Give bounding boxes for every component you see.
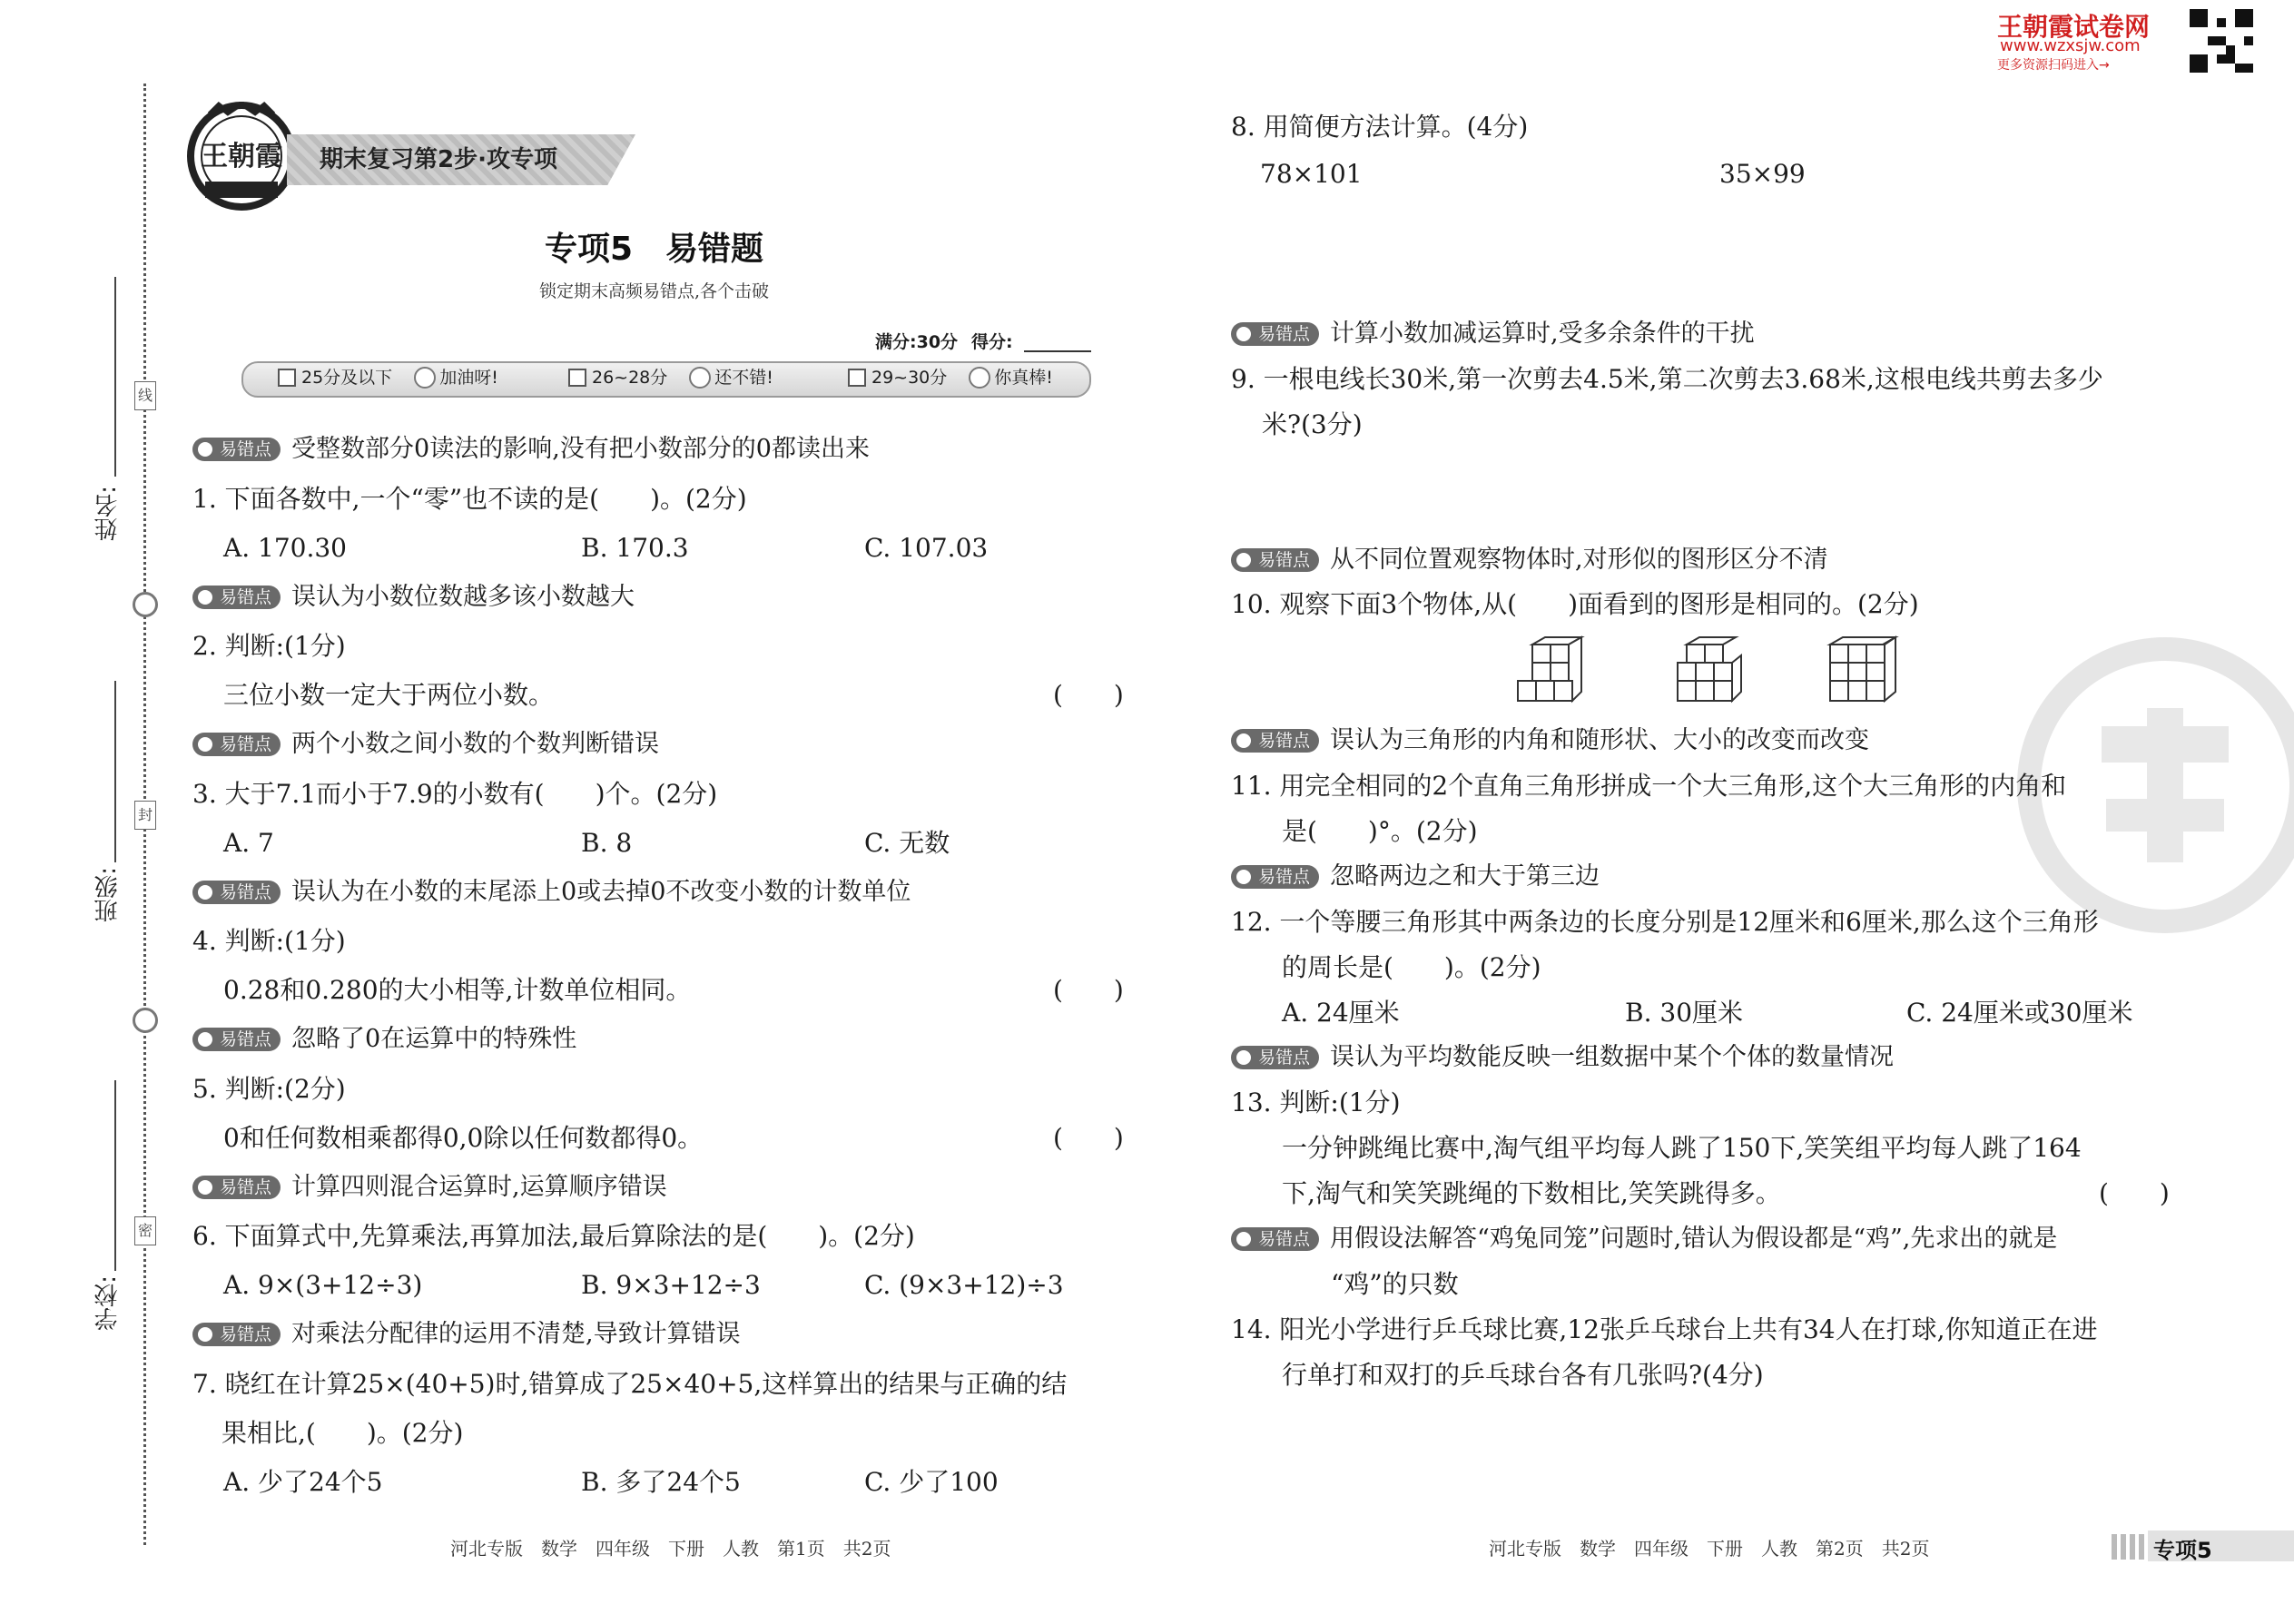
question-4: 4. 判断:(1分) bbox=[192, 926, 346, 956]
score-level-3[interactable] bbox=[848, 363, 1053, 392]
cube-figure-3 bbox=[1826, 635, 1899, 708]
question-9-line2: 米?(3分) bbox=[1262, 409, 1363, 439]
q1-option-b[interactable]: B. 170.3 bbox=[581, 533, 689, 563]
q5-answer-paren[interactable]: ( ) bbox=[1053, 1123, 1124, 1153]
footer-right: 河北专版 数学 四年级 下册 人教 第2页 共2页 bbox=[1489, 1538, 1930, 1560]
question-12-line1: 12. 一个等腰三角形其中两条边的长度分别是12厘米和6厘米,那么这个三角形 bbox=[1231, 907, 2099, 937]
question-12-line2: 的周长是( )。(2分) bbox=[1282, 952, 1541, 982]
q12-option-a[interactable]: A. 24厘米 bbox=[1282, 998, 1400, 1028]
name-label: 姓名: bbox=[94, 486, 122, 541]
cube-figure-2 bbox=[1674, 635, 1747, 708]
error-tip-2 bbox=[192, 579, 635, 615]
error-point-badge: 易错点 bbox=[192, 1028, 281, 1051]
error-point-badge: 易错点 bbox=[192, 881, 281, 904]
question-11-line1: 11. 用完全相同的2个直角三角形拼成一个大三角形,这个大三角形的内角和 bbox=[1231, 771, 2067, 801]
checkbox-icon[interactable] bbox=[848, 369, 866, 387]
q7-option-a[interactable]: A. 少了24个5 bbox=[223, 1467, 383, 1497]
q8-expr-1: 78×101 bbox=[1260, 159, 1363, 189]
checkbox-icon[interactable] bbox=[568, 369, 586, 387]
question-7-line1: 7. 晓红在计算25×(40+5)时,错算成了25×40+5,这样算出的结果与正确的结 bbox=[192, 1369, 1068, 1399]
watermark-site-name: 王朝霞试卷网 bbox=[1997, 12, 2151, 42]
q6-option-b[interactable]: B. 9×3+12÷3 bbox=[581, 1270, 761, 1300]
question-14-line1: 14. 阳光小学进行乒乓球比赛,12张乒乓球台上共有34人在打球,你知道正在进 bbox=[1231, 1314, 2098, 1344]
q12-option-c[interactable]: C. 24厘米或30厘米 bbox=[1906, 998, 2133, 1028]
page-title: 专项5 易错题 bbox=[545, 231, 764, 268]
error-tip-9 bbox=[1231, 316, 1755, 352]
question-14-line2: 行单打和双打的乒乓球台各有几张吗?(4分) bbox=[1282, 1360, 1764, 1390]
score-level-comment: 还不错! bbox=[714, 368, 773, 388]
error-tip-text: 两个小数之间小数的个数判断错误 bbox=[291, 730, 660, 758]
q7-option-b[interactable]: B. 多了24个5 bbox=[581, 1467, 741, 1497]
question-10: 10. 观察下面3个物体,从( )面看到的图形是相同的。(2分) bbox=[1231, 589, 1919, 619]
error-point-badge: 易错点 bbox=[1231, 548, 1319, 572]
error-point-badge: 易错点 bbox=[1231, 865, 1319, 889]
score-field[interactable] bbox=[1024, 350, 1091, 352]
score-level-2[interactable] bbox=[568, 363, 773, 392]
q13-line1: 一分钟跳绳比赛中,淘气组平均每人跳了150下,笑笑组平均每人跳了164 bbox=[1282, 1133, 2082, 1163]
score-level-range: 26~28分 bbox=[592, 368, 668, 388]
section-tab-dots bbox=[2112, 1534, 2148, 1560]
smile-icon bbox=[689, 367, 711, 389]
error-point-badge: 易错点 bbox=[192, 438, 281, 461]
smile-icon bbox=[414, 367, 436, 389]
q3-option-c[interactable]: C. 无数 bbox=[864, 828, 950, 858]
score-label: 得分: bbox=[971, 332, 1013, 352]
score-level-1[interactable] bbox=[278, 363, 498, 392]
question-6: 6. 下面算式中,先算乘法,再算加法,最后算除法的是( )。(2分) bbox=[192, 1221, 915, 1251]
question-13: 13. 判断:(1分) bbox=[1231, 1088, 1401, 1117]
question-2: 2. 判断:(1分) bbox=[192, 631, 346, 661]
error-tip-text: 计算四则混合运算时,运算顺序错误 bbox=[291, 1173, 667, 1201]
error-point-badge: 易错点 bbox=[192, 1176, 281, 1199]
score-level-range: 29~30分 bbox=[871, 368, 948, 388]
error-point-badge: 易错点 bbox=[1231, 729, 1319, 753]
error-tip-text: 误认为三角形的内角和随形状、大小的改变而改变 bbox=[1330, 726, 1870, 754]
error-tip-4 bbox=[192, 874, 911, 910]
watermark-url: www.wzxsjw.com bbox=[2000, 36, 2141, 55]
question-9-line1: 9. 一根电线长30米,第一次剪去4.5米,第二次剪去3.68米,这根电线共剪去多少 bbox=[1231, 364, 2103, 394]
error-tip-text: 用假设法解答“鸡兔同笼”问题时,错认为假设都是“鸡”,先求出的就是 bbox=[1330, 1225, 2058, 1253]
footer-left: 河北专版 数学 四年级 下册 人教 第1页 共2页 bbox=[450, 1538, 891, 1560]
watermark-note: 更多资源扫码进入→ bbox=[1997, 58, 2110, 73]
error-point-badge: 易错点 bbox=[1231, 322, 1319, 346]
q8-expr-2: 35×99 bbox=[1719, 159, 1806, 189]
q3-option-a[interactable]: A. 7 bbox=[223, 828, 274, 858]
section-tab-label: 专项5 bbox=[2153, 1538, 2212, 1563]
error-tip-7 bbox=[192, 1316, 741, 1353]
school-label: 学校: bbox=[94, 1275, 122, 1331]
error-point-badge: 易错点 bbox=[1231, 1227, 1319, 1251]
full-score-label: 满分:30分 bbox=[875, 332, 959, 352]
error-tip-10 bbox=[1231, 542, 1828, 578]
error-point-badge: 易错点 bbox=[192, 586, 281, 609]
gear-icon bbox=[133, 592, 158, 617]
q13-line2: 下,淘气和笑笑跳绳的下数相比,笑笑跳得多。 bbox=[1282, 1178, 1781, 1208]
q5-statement: 0和任何数相乘都得0,0除以任何数都得0。 bbox=[223, 1123, 704, 1153]
class-underline[interactable] bbox=[114, 681, 116, 862]
error-tip-1 bbox=[192, 431, 870, 468]
q3-option-b[interactable]: B. 8 bbox=[581, 828, 633, 858]
error-tip-text: 忽略了0在运算中的特殊性 bbox=[291, 1025, 577, 1053]
q6-option-a[interactable]: A. 9×(3+12÷3) bbox=[223, 1270, 423, 1300]
brand-logo bbox=[187, 102, 296, 211]
seal-char-seal: 封 bbox=[134, 801, 156, 830]
error-tip-13 bbox=[1231, 1039, 1894, 1076]
question-8: 8. 用简便方法计算。(4分) bbox=[1231, 112, 1529, 142]
q13-answer-paren[interactable]: ( ) bbox=[2099, 1178, 2170, 1208]
q6-option-c[interactable]: C. (9×3+12)÷3 bbox=[864, 1270, 1064, 1300]
name-underline[interactable] bbox=[114, 277, 116, 477]
smile-icon bbox=[969, 367, 990, 389]
question-7-line2: 果相比,( )。(2分) bbox=[222, 1418, 464, 1448]
cube-figure-1 bbox=[1514, 635, 1587, 708]
score-level-range: 25分及以下 bbox=[301, 368, 393, 388]
q1-option-a[interactable]: A. 170.30 bbox=[223, 533, 347, 563]
score-level-comment: 你真棒! bbox=[994, 368, 1053, 388]
error-tip-text: 误认为在小数的末尾添上0或去掉0不改变小数的计数单位 bbox=[291, 878, 911, 906]
seal-char-line: 线 bbox=[134, 381, 156, 410]
error-tip-3 bbox=[192, 726, 659, 763]
error-point-badge: 易错点 bbox=[192, 1323, 281, 1346]
error-tip-14-line2: “鸡”的只数 bbox=[1331, 1269, 1459, 1299]
error-point-badge: 易错点 bbox=[1231, 1046, 1319, 1069]
seal-char-dense: 密 bbox=[134, 1216, 156, 1245]
banner-text: 期末复习第2步·攻专项 bbox=[320, 146, 557, 173]
gear-icon bbox=[133, 1008, 158, 1033]
error-tip-text: 对乘法分配律的运用不清楚,导致计算错误 bbox=[291, 1320, 741, 1348]
error-tip-text: 误认为平均数能反映一组数据中某个个体的数量情况 bbox=[1330, 1043, 1895, 1071]
q7-option-c[interactable]: C. 少了100 bbox=[864, 1467, 999, 1497]
error-tip-6 bbox=[192, 1169, 667, 1206]
error-tip-5 bbox=[192, 1021, 576, 1058]
error-tip-text: 计算小数加减运算时,受多余条件的干扰 bbox=[1330, 320, 1755, 348]
question-3: 3. 大于7.1而小于7.9的小数有( )个。(2分) bbox=[192, 779, 718, 809]
error-tip-12 bbox=[1231, 859, 1600, 895]
question-11-line2: 是( )°。(2分) bbox=[1282, 816, 1478, 846]
q4-statement: 0.28和0.280的大小相等,计数单位相同。 bbox=[223, 975, 692, 1005]
page-subtitle: 锁定期末高频易错点,各个击破 bbox=[539, 281, 770, 301]
score-level-comment: 加油呀! bbox=[439, 368, 498, 388]
class-label: 班级: bbox=[94, 867, 122, 922]
question-5: 5. 判断:(2分) bbox=[192, 1074, 346, 1104]
qr-code-icon[interactable] bbox=[2190, 9, 2253, 73]
error-tip-11 bbox=[1231, 723, 1869, 759]
error-tip-14 bbox=[1231, 1221, 2057, 1257]
q2-answer-paren[interactable]: ( ) bbox=[1053, 680, 1124, 710]
q2-statement: 三位小数一定大于两位小数。 bbox=[223, 680, 555, 710]
error-tip-text: 误认为小数位数越多该小数越大 bbox=[291, 583, 635, 611]
q4-answer-paren[interactable]: ( ) bbox=[1053, 975, 1124, 1005]
error-tip-text: 从不同位置观察物体时,对形似的图形区分不清 bbox=[1330, 546, 1828, 574]
q12-option-b[interactable]: B. 30厘米 bbox=[1625, 998, 1744, 1028]
school-underline[interactable] bbox=[114, 1080, 116, 1271]
error-tip-text: 忽略两边之和大于第三边 bbox=[1330, 862, 1600, 891]
checkbox-icon[interactable] bbox=[278, 369, 296, 387]
q1-option-c[interactable]: C. 107.03 bbox=[864, 533, 989, 563]
error-point-badge: 易错点 bbox=[192, 733, 281, 756]
error-tip-text: 受整数部分0读法的影响,没有把小数部分的0都读出来 bbox=[291, 435, 870, 463]
svg-text:王朝霞: 王朝霞 bbox=[201, 141, 282, 172]
question-1: 1. 下面各数中,一个“零”也不读的是( )。(2分) bbox=[192, 484, 747, 514]
